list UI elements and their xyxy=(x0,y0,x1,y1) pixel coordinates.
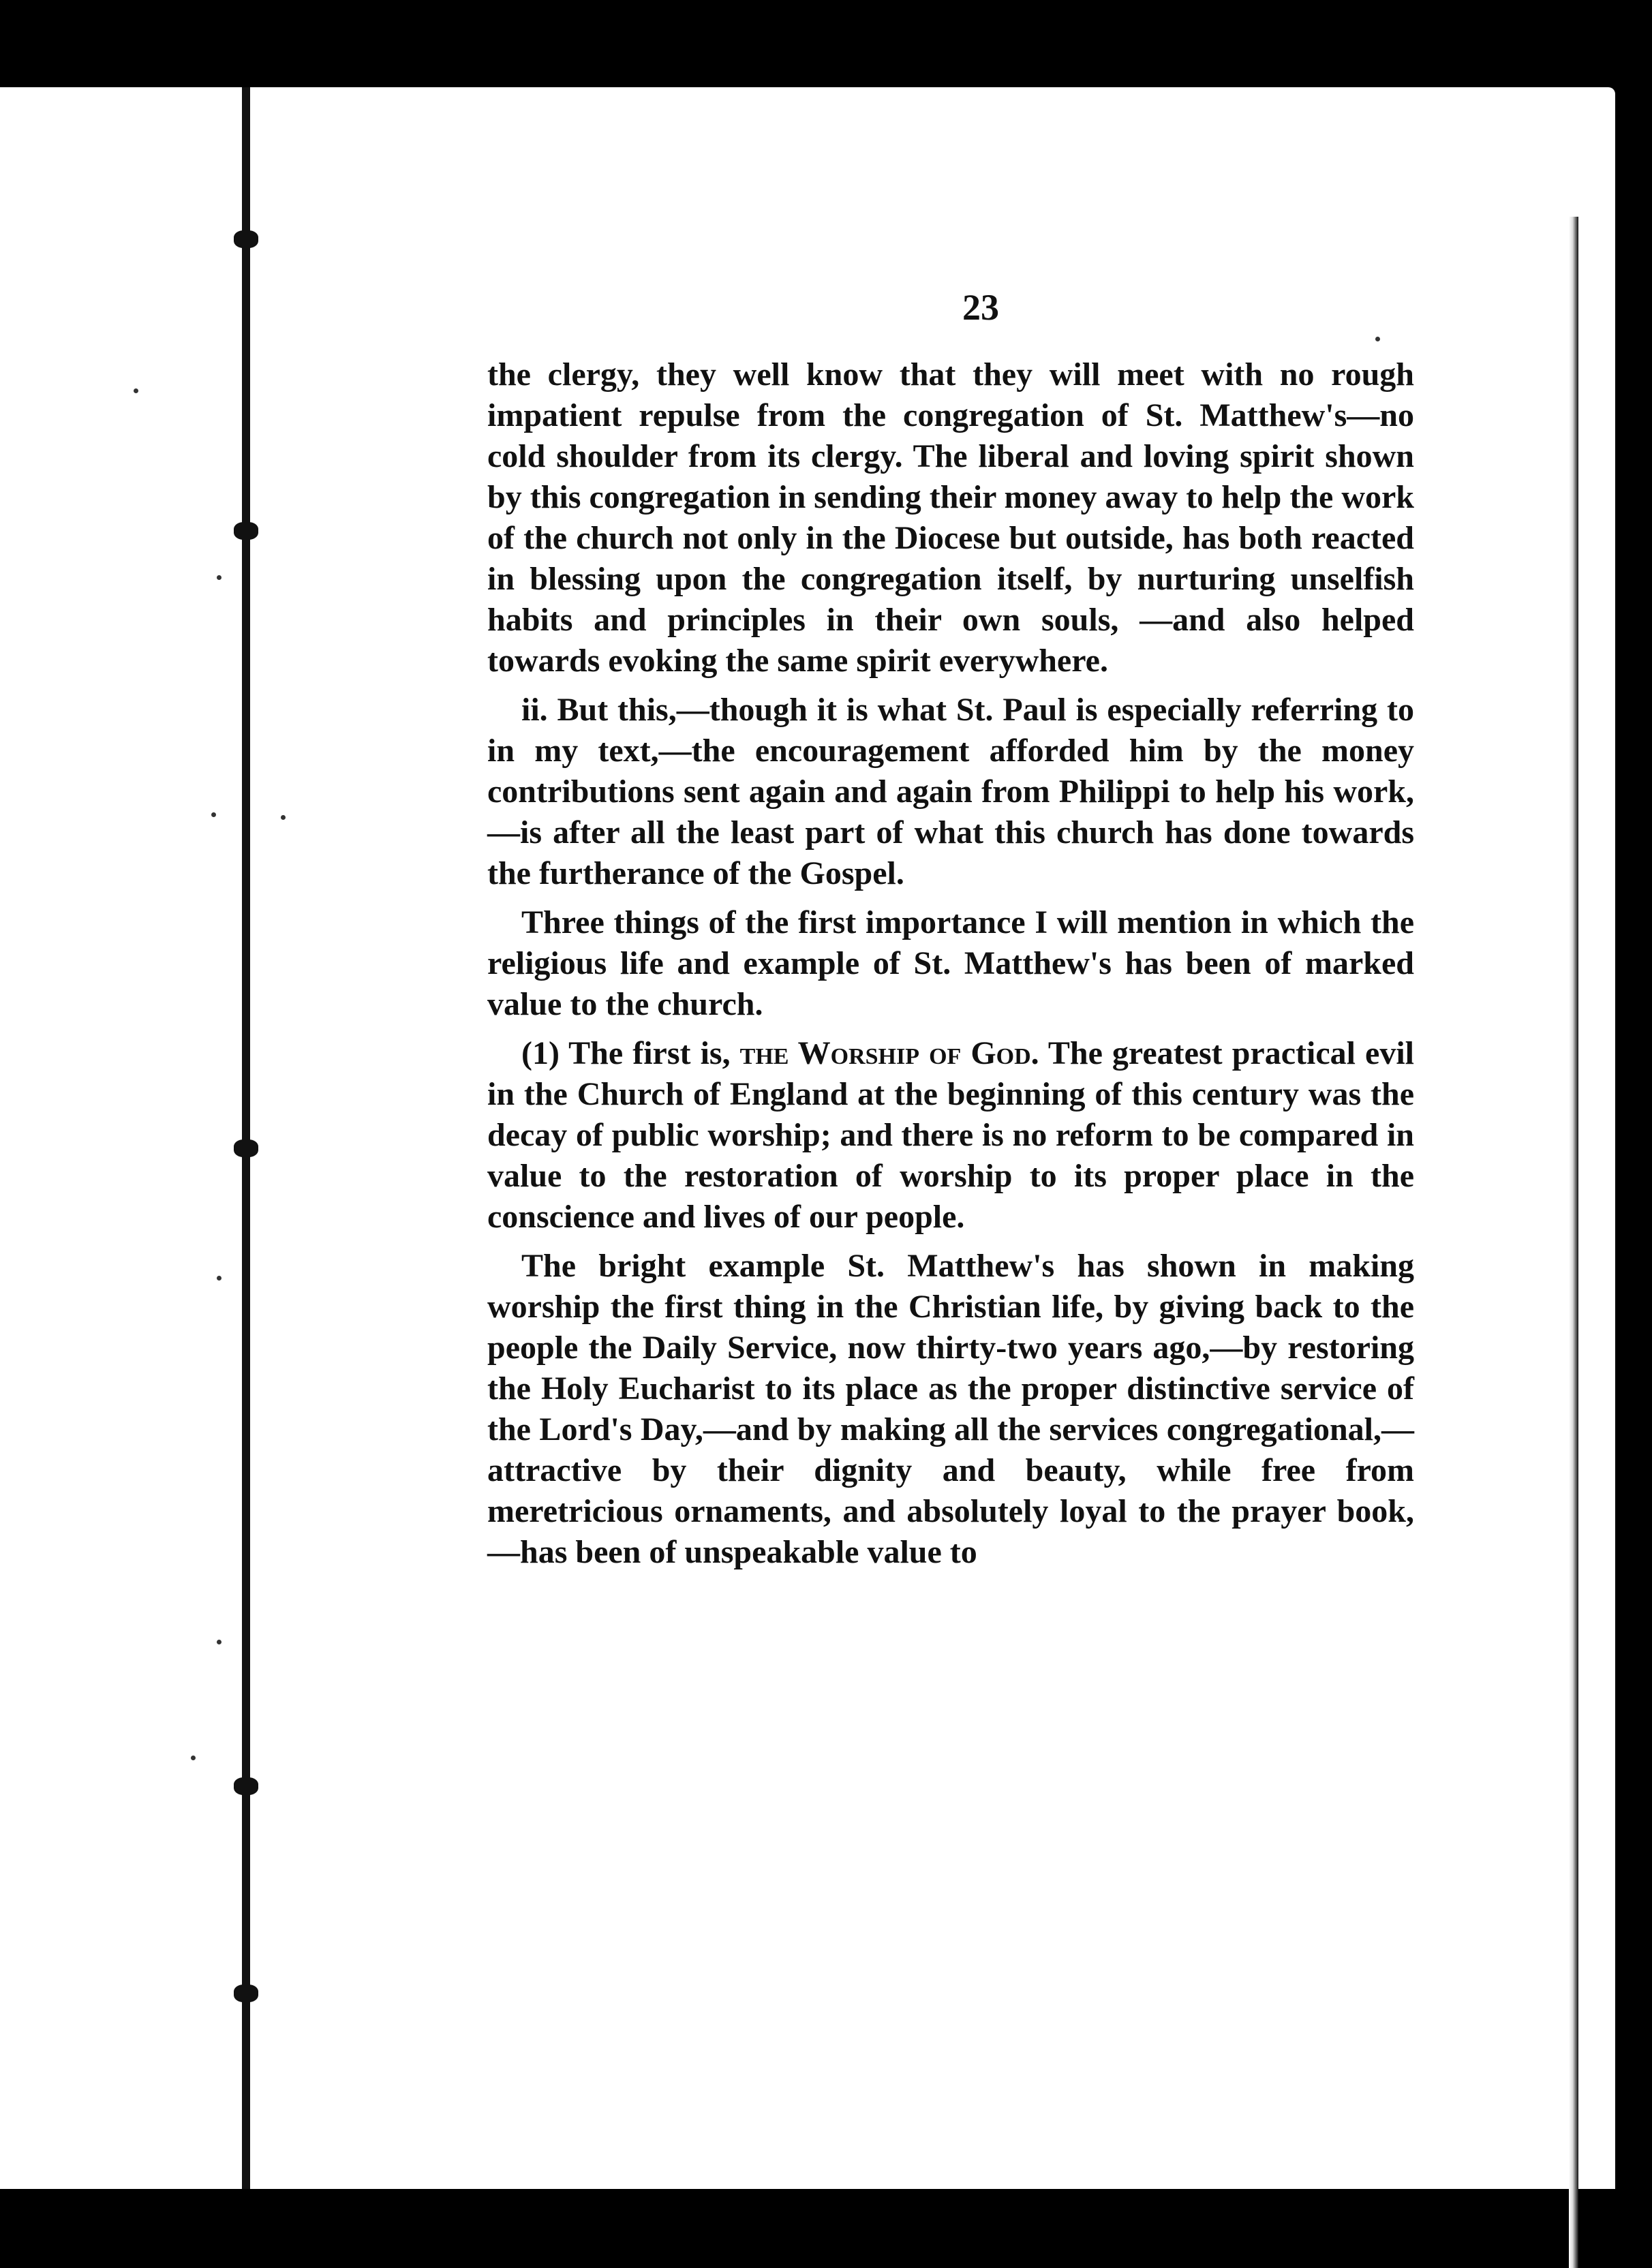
body-text xyxy=(487,354,1414,1581)
binding-stitch xyxy=(234,1984,258,2002)
binding-stitch xyxy=(234,522,258,540)
section-heading-worship: the Worship of God. xyxy=(739,1035,1039,1071)
binding-gutter xyxy=(242,87,250,2189)
paragraph-4-rest: The greatest practical evil in the Church of England at the beginning of this century was the decay of public worship; and there is no reform to be compared in value to the restoration of worship to its proper place in the conscience and lives of our people. xyxy=(487,1035,1414,1235)
page-number: 23 xyxy=(962,287,999,328)
binding-stitch xyxy=(234,1139,258,1157)
binding-stitch xyxy=(234,1777,258,1795)
binding-stitch xyxy=(234,230,258,248)
paragraph-1: the clergy, they well know that they will meet with no rough impatient repulse from the congregation of St. Matthew's—no cold shoulder from its clergy. The liberal and loving spirit shown by this congregation in sending their money away to help the work of the church not only in the Diocese but outside, has both reacted in blessing upon the congregation itself, by nurturing unselfish habits and principles in their own souls, —and also helped towards evoking the same spirit everywhere. xyxy=(487,356,1414,679)
scan-speck xyxy=(1375,337,1380,341)
paragraph-3: Three things of the first importance I will mention in which the religious life and example of St. Matthew's has been of marked value to the church. xyxy=(487,904,1414,1022)
scan-speck xyxy=(134,388,138,393)
scan-speck xyxy=(191,1756,196,1760)
paragraph-4 xyxy=(487,1033,1414,1238)
paragraph-5: The bright example St. Matthew's has shown in making worship the first thing in the Christian life, by giving back to the people the Daily Service, now thirty-two years ago,—by restoring the Holy Eucharist to its place as the proper distinctive service of the Lord's Day,—and by making all the services congregational,—attractive by their dignity and beauty, while free from meretricious ornaments, and absolutely loyal to the prayer book,—has been of unspeakable value to xyxy=(487,1248,1414,1570)
scan-speck xyxy=(217,575,221,580)
scan-speck xyxy=(211,812,216,817)
paragraph-2: ii. But this,—though it is what St. Paul is especially referring to in my text,—the encouragement afforded him by the money contributions sent again and again from Philippi to help his work,—is after all the least part of what this church has done towards the furtherance of the Gospel. xyxy=(487,692,1414,891)
scan-speck xyxy=(217,1276,221,1281)
scan-speck xyxy=(217,1640,221,1644)
paragraph-4-lead: (1) The first is, xyxy=(521,1035,740,1071)
scan-speck xyxy=(281,815,286,820)
page-edge-shadow xyxy=(1569,217,1578,2268)
